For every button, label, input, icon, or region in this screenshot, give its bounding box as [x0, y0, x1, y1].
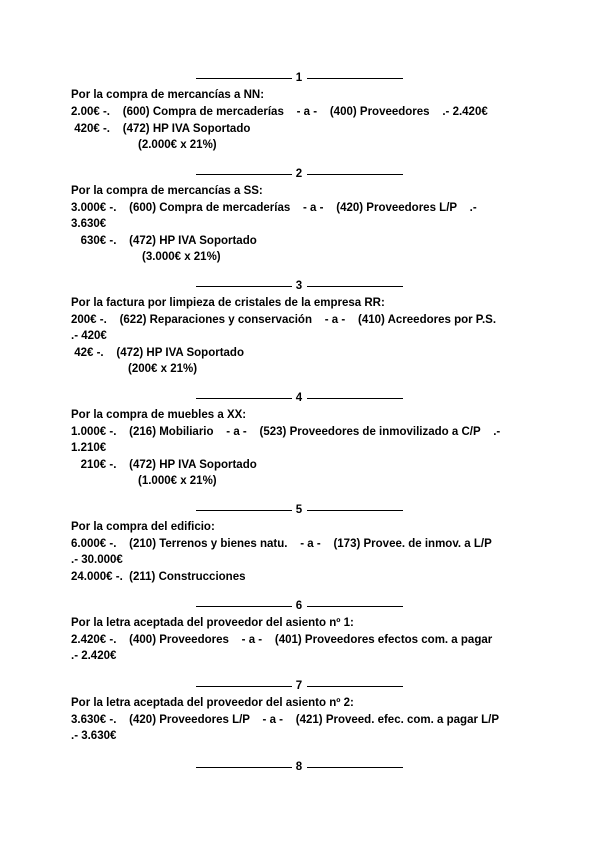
entry-credit-amount: .- 30.000€ [71, 554, 123, 566]
separator-line [307, 78, 403, 79]
entry-description: Por la compra de mercancías a NN: [71, 89, 265, 101]
separator-line [196, 286, 292, 287]
separator-line [307, 767, 403, 768]
entry-debit-line: 2.00€ -. (600) Compra de mercaderías - a - (400) Proveedores .- 2.420€ [71, 106, 488, 118]
entry-vat-line: 42€ -. (472) HP IVA Soportado [71, 347, 244, 359]
entry-number: 5 [295, 504, 303, 516]
entry-credit-amount: .- 2.420€ [71, 650, 117, 662]
separator-line [196, 78, 292, 79]
entry-debit-line: 24.000€ -. (211) Construcciones [71, 571, 246, 583]
entry-number: 6 [295, 600, 303, 612]
entry-debit-line: 200€ -. (622) Reparaciones y conservación - a - (410) Acreedores por P.S. [71, 314, 497, 326]
entry-number: 8 [295, 761, 303, 773]
separator-line [196, 606, 292, 607]
entry-credit-amount: 1.210€ [71, 442, 107, 454]
entry-vat-calc: (1.000€ x 21%) [138, 475, 217, 487]
entry-separator [196, 503, 403, 517]
entry-vat-line: 210€ -. (472) HP IVA Soportado [71, 459, 257, 471]
separator-line [196, 767, 292, 768]
entry-separator [196, 71, 403, 85]
entry-vat-line: 420€ -. (472) HP IVA Soportado [71, 123, 251, 135]
entry-description: Por la compra del edificio: [71, 521, 215, 533]
entry-debit-line: 1.000€ -. (216) Mobiliario - a - (523) Proveedores de inmovilizado a C/P .- [71, 426, 501, 438]
separator-line [196, 398, 292, 399]
entry-number: 1 [295, 72, 303, 84]
separator-line [307, 510, 403, 511]
entry-debit-line: 3.000€ -. (600) Compra de mercaderías - a - (420) Proveedores L/P .- [71, 202, 477, 214]
entry-credit-amount: 3.630€ [71, 218, 107, 230]
entry-description: Por la compra de mercancías a SS: [71, 185, 263, 197]
separator-line [307, 174, 403, 175]
entry-credit-amount: .- 3.630€ [71, 730, 117, 742]
entry-vat-calc: (3.000€ x 21%) [142, 251, 221, 263]
entry-description: Por la factura por limpieza de cristales de la empresa RR: [71, 297, 385, 309]
entry-number: 3 [295, 280, 303, 292]
separator-line [307, 686, 403, 687]
entry-vat-calc: (2.000€ x 21%) [138, 139, 217, 151]
entry-separator [196, 599, 403, 613]
separator-line [196, 174, 292, 175]
separator-line [307, 606, 403, 607]
entry-number: 2 [295, 168, 303, 180]
separator-line [307, 398, 403, 399]
separator-line [196, 510, 292, 511]
entry-vat-calc: (200€ x 21%) [128, 363, 198, 375]
entry-description: Por la letra aceptada del proveedor del asiento nº 1: [71, 617, 354, 629]
entry-separator [196, 167, 403, 181]
entry-description: Por la compra de muebles a XX: [71, 409, 247, 421]
entry-debit-line: 3.630€ -. (420) Proveedores L/P - a - (421) Proveed. efec. com. a pagar L/P [71, 714, 500, 726]
entry-number: 4 [295, 392, 303, 404]
entry-separator [196, 279, 403, 293]
entry-separator [196, 679, 403, 693]
entry-number: 7 [295, 680, 303, 692]
entry-debit-line: 6.000€ -. (210) Terrenos y bienes natu. - a - (173) Provee. de inmov. a L/P [71, 538, 492, 550]
entry-separator [196, 760, 403, 774]
separator-line [196, 686, 292, 687]
entry-debit-line: 2.420€ -. (400) Proveedores - a - (401) Proveedores efectos com. a pagar [71, 634, 493, 646]
entry-credit-amount: .- 420€ [71, 330, 107, 342]
entry-description: Por la letra aceptada del proveedor del asiento nº 2: [71, 697, 354, 709]
separator-line [307, 286, 403, 287]
entry-separator [196, 391, 403, 405]
entry-vat-line: 630€ -. (472) HP IVA Soportado [71, 235, 257, 247]
